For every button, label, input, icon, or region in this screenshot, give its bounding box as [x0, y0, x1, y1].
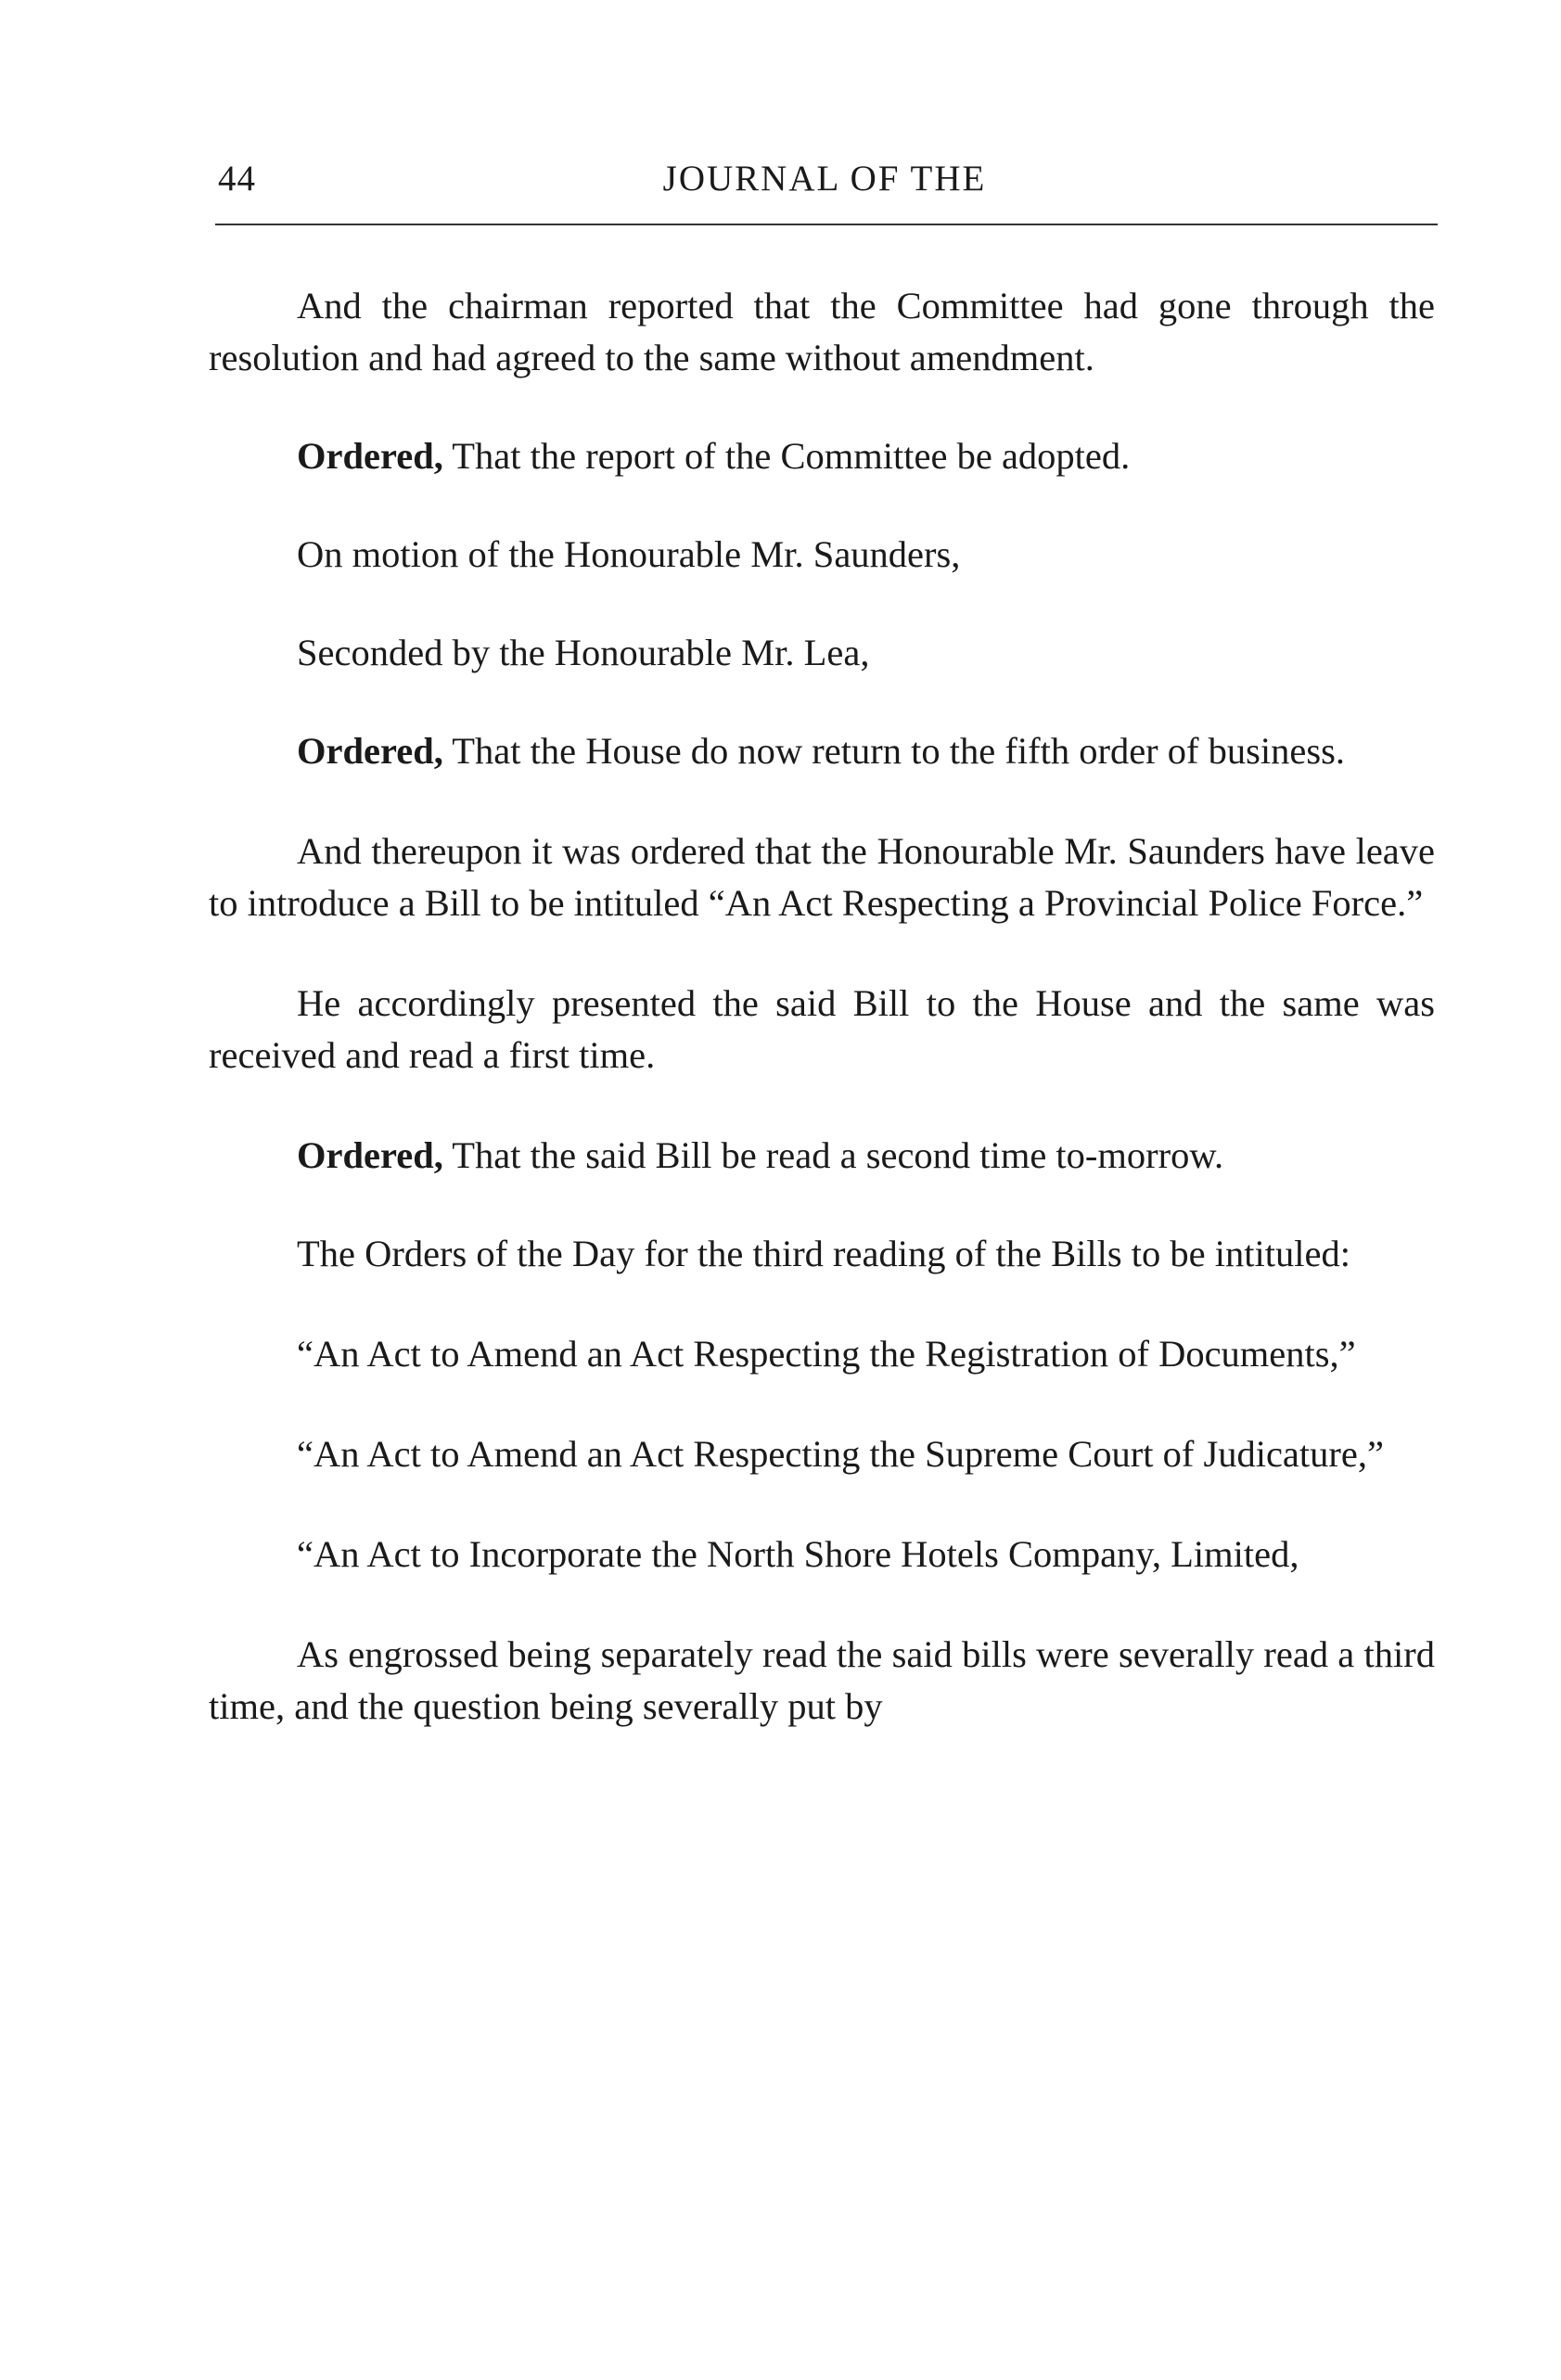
paragraph-orders-of-day: The Orders of the Day for the third reading of the Bills to be intituled:: [297, 1233, 1350, 1274]
bill-title-north-shore-hotels: “An Act to Incorporate the North Shore Hotels Company, Limited,: [297, 1533, 1299, 1575]
paragraph-engrossed-third-reading: As engrossed being separately read the said bills were severally read a third time, and the question being severally put by: [209, 1633, 1435, 1727]
paragraph-bill-presented: He accordingly presented the said Bill to the House and the same was received and read a first time.: [209, 982, 1435, 1076]
paragraph-order-adopt-report: [209, 430, 1435, 482]
running-title: JOURNAL OF THE: [662, 159, 987, 198]
page-number: 44: [218, 159, 256, 198]
header-rule: [215, 224, 1438, 225]
paragraph-leave-introduce-bill: And thereupon it was ordered that the Honourable Mr. Saunders have leave to introduce a Bill to be intituled “An Act Respecting a Provincial Police Force.”: [209, 830, 1435, 924]
paragraph-order-return: [209, 725, 1435, 777]
paragraph-committee-report: And the chairman reported that the Committee had gone through the resolution and had agreed to the same without amendment.: [209, 285, 1435, 378]
paragraph-order-second-reading: [209, 1130, 1435, 1182]
ordered-label: Ordered,: [297, 1134, 443, 1176]
bill-title-registration: “An Act to Amend an Act Respecting the Registration of Documents,”: [297, 1333, 1356, 1375]
ordered-label: Ordered,: [297, 730, 443, 772]
paragraph-seconded: Seconded by the Honourable Mr. Lea,: [297, 632, 870, 673]
page-header: [209, 158, 1440, 213]
paragraph-motion: On motion of the Honourable Mr. Saunders,: [297, 533, 961, 575]
journal-body: [209, 280, 1435, 1733]
paragraph-text: That the House do now return to the fifth order of business.: [442, 730, 1346, 772]
ordered-label: Ordered,: [297, 435, 443, 477]
bill-title-supreme-court: “An Act to Amend an Act Respecting the Supreme Court of Judicature,”: [297, 1433, 1384, 1475]
paragraph-text: That the report of the Committee be adopted.: [442, 435, 1131, 477]
paragraph-text: That the said Bill be read a second time to-morrow.: [442, 1134, 1224, 1176]
